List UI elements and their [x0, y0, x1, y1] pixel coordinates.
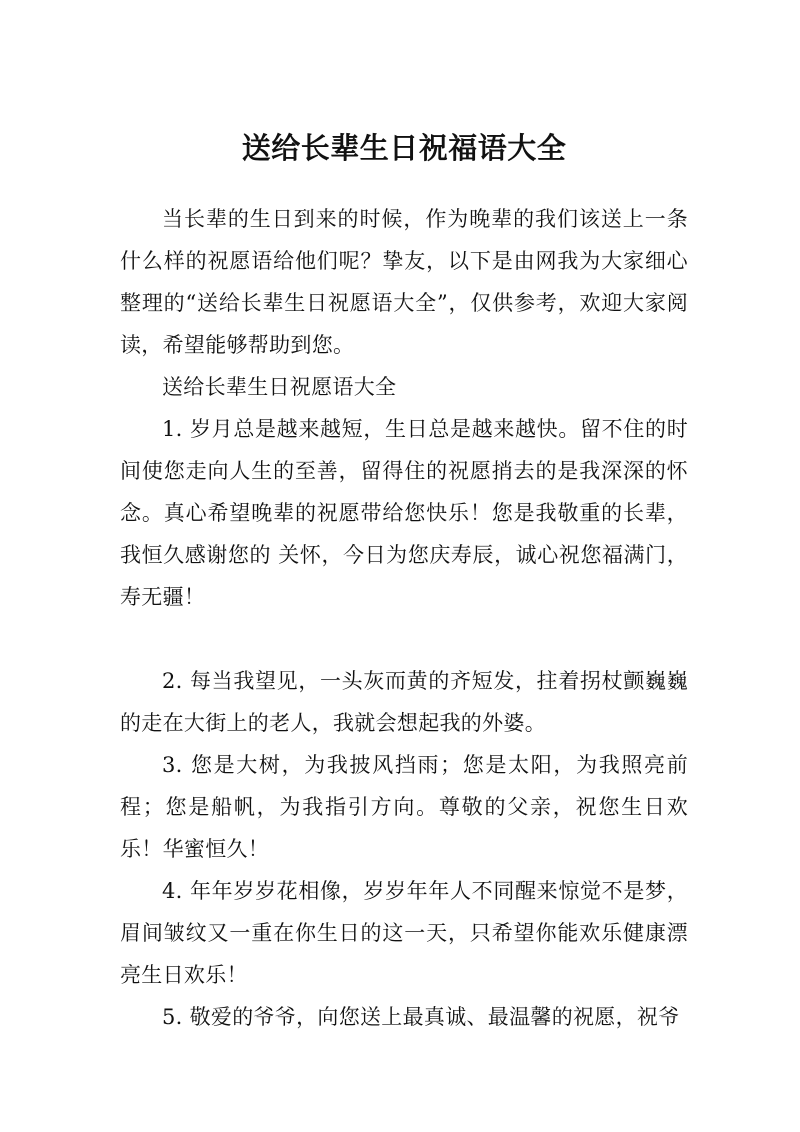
intro-paragraph: 当长辈的生日到来的时候，作为晚辈的我们该送上一条什么样的祝愿语给他们呢？挚友，以下是由网我为大家细心整理的“送给长辈生日祝愿语大全”，仅供参考，欢迎大家阅读，希望能够帮助到您。: [120, 207, 688, 357]
document-body: [120, 198, 688, 1038]
wish-paragraph-1: 1. 岁月总是越来越短，生日总是越来越快。留不住的时间使您走向人生的至善，留得住的祝愿捎去的是我深深的怀念。真心希望晚辈的祝愿带给您快乐！您是我敬重的长辈，我恒久感谢您的 关怀，今日为您庆寿辰，诚心祝您福满门，寿无疆！: [120, 417, 688, 609]
wish-paragraph-5: 5. 敬爱的爷爷，向您送上最真诚、最温馨的祝愿，祝爷: [162, 1005, 680, 1029]
section-heading: 送给长辈生日祝愿语大全: [162, 375, 397, 399]
wish-paragraph-2: 2. 每当我望见，一头灰而黄的齐短发，拄着拐杖颤巍巍的走在大街上的老人，我就会想起我的外婆。: [120, 669, 688, 735]
blank-line: [120, 618, 688, 660]
wish-paragraph-3: 3. 您是大树，为我披风挡雨；您是太阳，为我照亮前程；您是船帆，为我指引方向。尊敬的父亲，祝您生日欢乐！华蜜恒久！: [120, 753, 688, 861]
wish-paragraph-4: 4. 年年岁岁花相像，岁岁年年人不同醒来惊觉不是梦，眉间皱纹又一重在你生日的这一天，只希望你能欢乐健康漂亮生日欢乐！: [120, 879, 688, 987]
document-title: 送给长辈生日祝福语大全: [241, 131, 567, 165]
